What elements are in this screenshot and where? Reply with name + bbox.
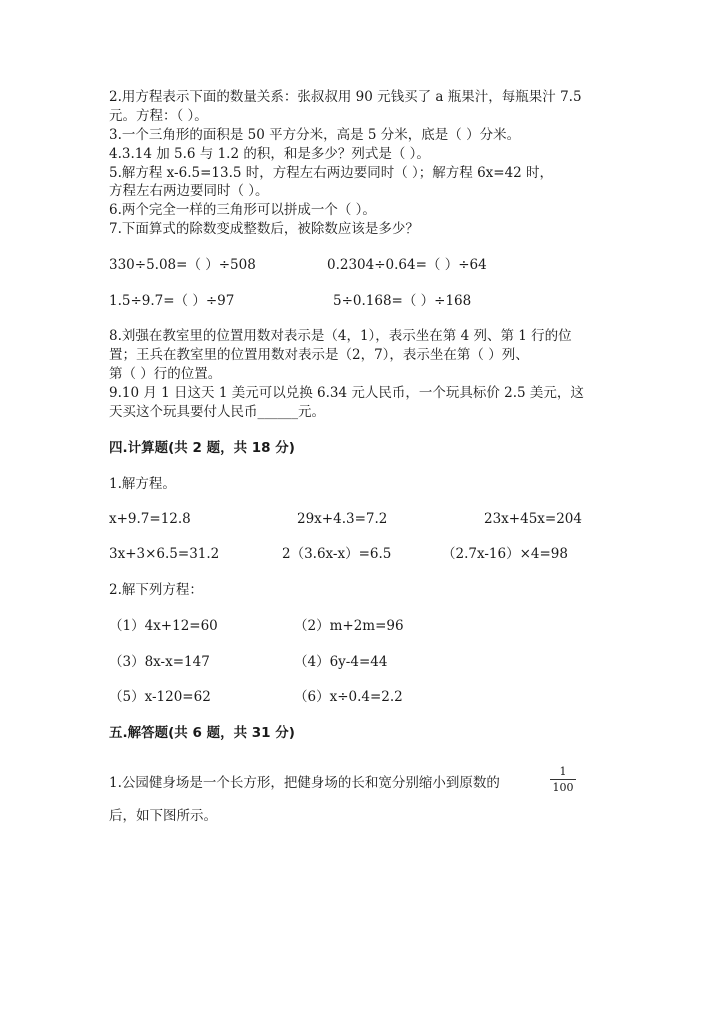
section4-q2: 2.解下列方程： [109,582,203,598]
q3: 3.一个三角形的面积是 50 平方分米，高是 5 分米，底是（ ）分米。 [109,127,521,143]
section5-title: 五.解答题(共 6 题，共 31 分) [109,725,295,741]
fraction-denominator: 100 [552,781,574,794]
section5-q1-line1: 1.公园健身场是一个长方形，把健身场的长和宽分别缩小到原数的 [109,775,500,791]
q8-line1: 8.刘强在教室里的位置用数对表示是（4，1），表示坐在第 4 列、第 1 行的位 [109,328,572,344]
fraction-bar [550,779,576,780]
q9-line2: 天买这个玩具要付人民币______元。 [109,404,325,420]
q5-line2: 方程左右两边要同时（ ）。 [109,183,269,199]
equation-4: 3x+3×6.5=31.2 [109,546,220,562]
q7: 7.下面算式的除数变成整数后，被除数应该是多少？ [109,221,419,237]
equation-5: 2（3.6x-x）=6.5 [282,546,392,562]
sub-equation-6: （6）x÷0.4=2.2 [294,689,403,705]
q6: 6.两个完全一样的三角形可以拼成一个（ ）。 [109,202,376,218]
section4-q1: 1.解方程。 [109,476,176,492]
sub-equation-1: （1）4x+12=60 [109,618,218,634]
q9-line1: 9.10 月 1 日这天 1 美元可以兑换 6.34 元人民币，一个玩具标价 2.5 美元，这 [109,385,584,401]
q2-line2: 元。方程：（ ）。 [109,108,208,124]
fraction [550,765,576,794]
section5-q1-line2: 后，如下图所示。 [109,808,217,824]
fraction-numerator: 1 [559,765,567,778]
sub-equation-4: （4）6y-4=44 [294,654,388,670]
q2-line1: 2.用方程表示下面的数量关系：张叔叔用 90 元钱买了 a 瓶果汁，每瓶果汁 7.5 [109,89,582,105]
q5-line1: 5.解方程 x-6.5=13.5 时，方程左右两边要同时（ ）；解方程 6x=42 时， [109,165,554,181]
equation-3: 23x+45x=204 [484,511,582,527]
sub-equation-2: （2）m+2m=96 [294,618,404,634]
sub-equation-3: （3）8x-x=147 [109,654,210,670]
q4: 4.3.14 加 5.6 与 1.2 的积，和是多少？列式是（ ）。 [109,146,430,162]
q7-item-b: 0.2304÷0.64=（ ）÷64 [327,257,487,273]
q7-item-a: 330÷5.08=（ ）÷508 [109,257,256,273]
equation-1: x+9.7=12.8 [109,511,191,527]
sub-equation-5: （5）x-120=62 [109,689,211,705]
q8-line2: 置；王兵在教室里的位置用数对表示是（2，7），表示坐在第（ ）列、 [109,347,529,363]
q8-line3: 第（ ）行的位置。 [109,366,222,382]
section4-title: 四.计算题(共 2 题，共 18 分) [109,440,295,456]
equation-2: 29x+4.3=7.2 [297,511,388,527]
q7-item-c: 1.5÷9.7=（ ）÷97 [109,293,235,309]
equation-6: （2.7x-16）×4=98 [442,546,568,562]
q7-item-d: 5÷0.168=（ ）÷168 [333,293,472,309]
